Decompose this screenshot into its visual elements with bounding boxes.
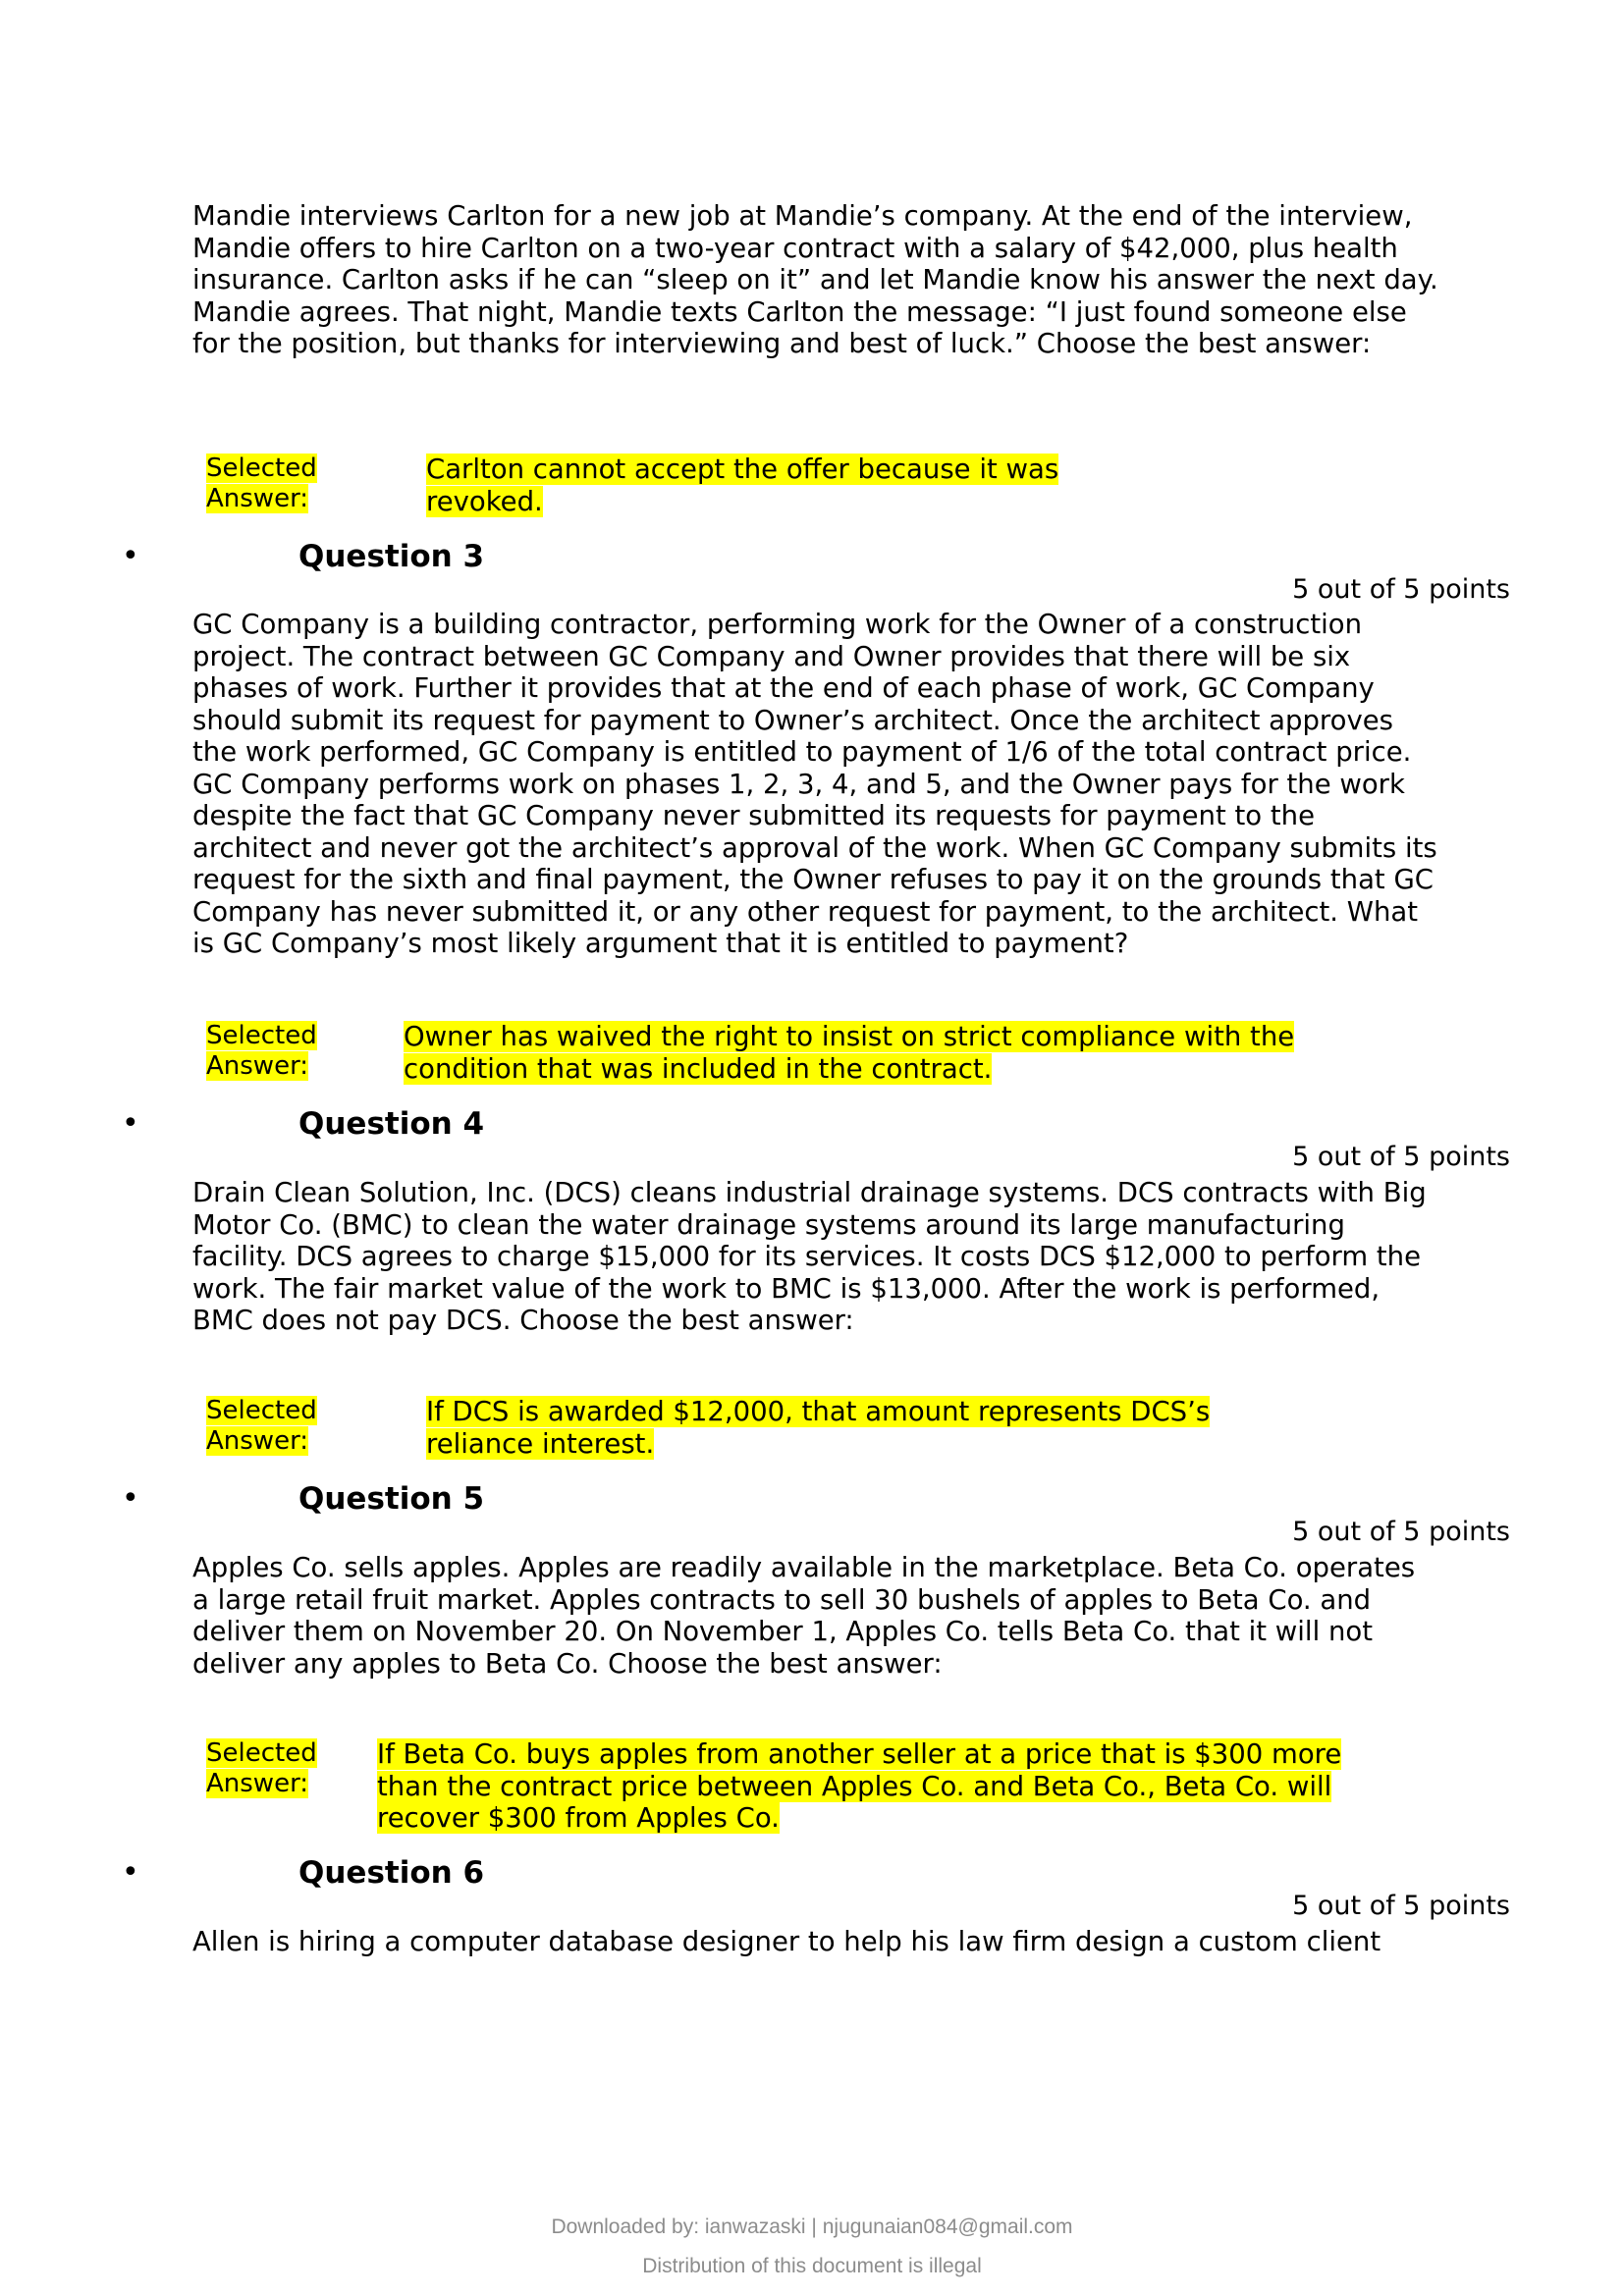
selected-answer-q5 bbox=[377, 1738, 1379, 1835]
question-2-text: Mandie interviews Carlton for a new job at Mandie’s company. At the end of the interview, Mandie offers to hire Carlton on a two-year contract with a salary of $42,000, plus health insurance. Carlton asks if he can “sleep on it” and let Mandie know his answer the next day. Mandie agrees. That night, Mandie texts Carlton the message: “I just found someone else for the position, but thanks for interviewing and best of luck.” Choose the best answer: bbox=[192, 200, 1438, 359]
question-5-title: Question 5 bbox=[298, 1481, 485, 1517]
question-4-text: Drain Clean Solution, Inc. (DCS) cleans industrial drainage systems. DCS contracts with Big Motor Co. (BMC) to clean the water drainage systems around its large manufacturing facility. DCS agrees to charge $15,000 for its services. It costs DCS $12,000 to perform the work. The fair market value of the work to BMC is $13,000. After the work is performed, BMC does not pay DCS. Choose the best answer: bbox=[192, 1177, 1427, 1336]
question-3-text: GC Company is a building contractor, performing work for the Owner of a construction project. The contract between GC Company and Owner provides that there will be six phases of work. Further it provides that at the end of each phase of work, GC Company should submit its request for payment to Owner’s architect. Once the architect approves the work performed, GC Company is entitled to payment of 1/6 of the total contract price. GC Company performs work on phases 1, 2, 3, 4, and 5, and the Owner pays for the work despite the fact that GC Company never submitted its requests for payment to the architect and never got the architect’s approval of the work. When GC Company submits its request for the sixth and final payment, the Owner refuses to pay it on the grounds that GC Company has never submitted it, or any other request for payment, to the architect. What is GC Company’s most likely argument that it is entitled to payment? bbox=[192, 609, 1437, 959]
selected-label-line1: Selected bbox=[206, 1396, 317, 1425]
selected-answer-label bbox=[206, 1738, 353, 1799]
question-6-title: Question 6 bbox=[298, 1855, 485, 1891]
answer-text: Owner has waived the right to insist on strict compliance with the condition that was included in the contract. bbox=[404, 1021, 1295, 1085]
selected-answer-label bbox=[206, 1396, 353, 1457]
bullet-q6: • bbox=[122, 1855, 139, 1890]
bullet-q5: • bbox=[122, 1481, 139, 1516]
question-4-points: 5 out of 5 points bbox=[1292, 1142, 1510, 1172]
selected-answer-q3 bbox=[404, 1021, 1346, 1085]
footer-distribution-notice: Distribution of this document is illegal bbox=[642, 2255, 982, 2277]
question-6-text: Allen is hiring a computer database designer to help his law firm design a custom client bbox=[192, 1926, 1381, 1957]
selected-label-line2: Answer: bbox=[206, 1769, 309, 1798]
bullet-q4: • bbox=[122, 1106, 139, 1141]
footer-downloaded-by: Downloaded by: ianwazaski | njugunaian084@gmail.com bbox=[551, 2216, 1073, 2238]
selected-label-line2: Answer: bbox=[206, 1426, 309, 1456]
question-3-title: Question 3 bbox=[298, 539, 485, 574]
selected-answer-label bbox=[206, 454, 353, 514]
question-6-points: 5 out of 5 points bbox=[1292, 1891, 1510, 1921]
selected-answer-label bbox=[206, 1021, 353, 1082]
selected-answer-q2 bbox=[426, 454, 1094, 517]
selected-label-line1: Selected bbox=[206, 454, 317, 483]
question-5-text: Apples Co. sells apples. Apples are readily available in the marketplace. Beta Co. operates a large retail fruit market. Apples contracts to sell 30 bushels of apples to Beta Co. and deliver them on November 20. On November 1, Apples Co. tells Beta Co. that it will not deliver any apples to Beta Co. Choose the best answer: bbox=[192, 1552, 1416, 1680]
selected-answer-q4 bbox=[426, 1396, 1251, 1460]
question-4-title: Question 4 bbox=[298, 1106, 485, 1142]
answer-text: If Beta Co. buys apples from another seller at a price that is $300 more than the contract price between Apples Co. and Beta Co., Beta Co. will recover $300 from Apples Co. bbox=[377, 1738, 1342, 1834]
bullet-q3: • bbox=[122, 539, 139, 573]
question-3-points: 5 out of 5 points bbox=[1292, 574, 1510, 605]
selected-label-line1: Selected bbox=[206, 1738, 317, 1768]
selected-label-line2: Answer: bbox=[206, 484, 309, 513]
answer-text: Carlton cannot accept the offer because it was revoked. bbox=[426, 454, 1059, 517]
selected-label-line2: Answer: bbox=[206, 1051, 309, 1081]
answer-text: If DCS is awarded $12,000, that amount represents DCS’s reliance interest. bbox=[426, 1396, 1211, 1460]
selected-label-line1: Selected bbox=[206, 1021, 317, 1050]
question-5-points: 5 out of 5 points bbox=[1292, 1517, 1510, 1547]
